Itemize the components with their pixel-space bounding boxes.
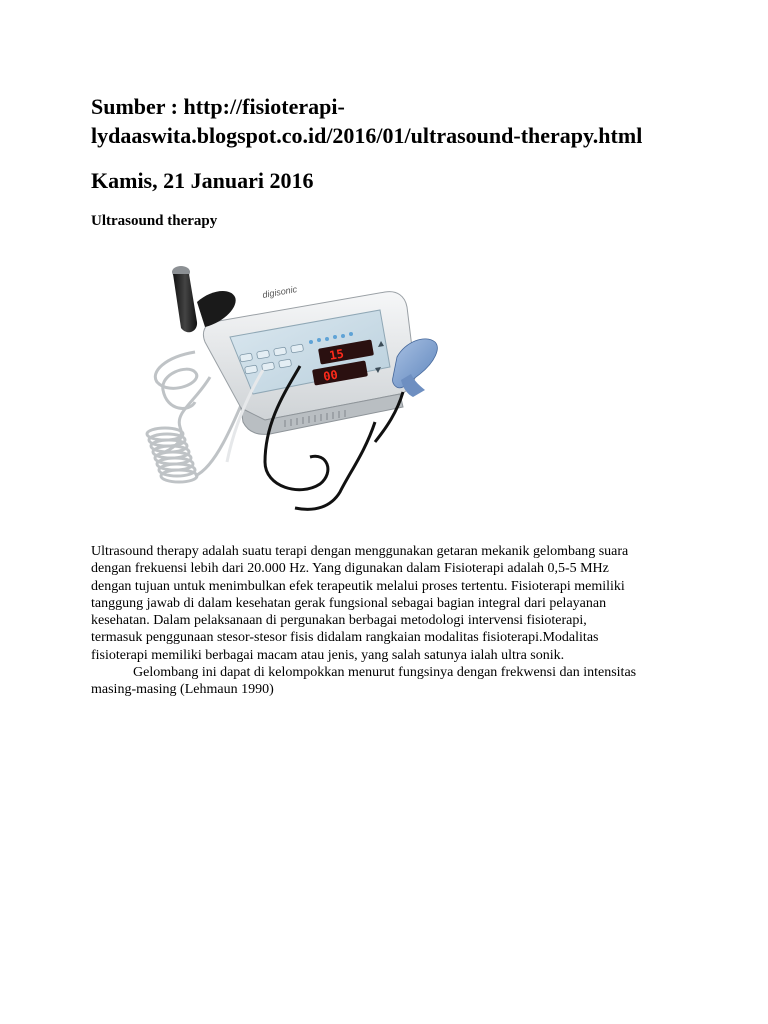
source-line-2: lydaaswita.blogspot.co.id/2016/01/ultrasound-therapy.html <box>91 123 643 148</box>
body-line-7: fisioterapi memiliki berbagai macam atau jenis, yang salah satunya ialah ultra sonik. <box>91 647 565 663</box>
body-line-8: Gelombang ini dapat di kelompokkan menurut fungsinya dengan frekwensi dan intensitas <box>133 665 637 681</box>
body-line-9: masing-masing (Lehmaun 1990) <box>91 682 274 698</box>
body-line-4: tanggung jawab di dalam kesehatan gerak fungsional sebagai bagian integral dari pelayanan <box>91 595 607 611</box>
body-line-6: termasuk penggunaan stesor-stesor fisis didalam rangkaian modalitas fisioterapi.Modalitas <box>91 630 599 646</box>
post-title: Ultrasound therapy <box>91 213 218 229</box>
display-bottom-value: 00 <box>322 367 339 384</box>
date-heading: Kamis, 21 Januari 2016 <box>91 168 314 193</box>
brand-label: digisonic <box>261 284 298 300</box>
body-paragraph <box>91 543 691 699</box>
ultrasound-device-photo <box>135 262 440 527</box>
body-line-3: dengan tujuan untuk menimbulkan efek terapeutik melalui proses tertentu. Fisioterapi memiliki <box>91 578 625 594</box>
body-line-1: Ultrasound therapy adalah suatu terapi dengan menggunakan getaran mekanik gelombang suara <box>91 544 629 559</box>
source-heading <box>91 92 731 150</box>
display-top-value: 15 <box>328 346 345 363</box>
ultrasound-device-illustration <box>135 262 440 527</box>
body-line-2: dengan frekuensi lebih dari 20.000 Hz. Yang digunakan dalam Fisioterapi adalah 0,5-5 MHz <box>91 561 609 577</box>
source-line-1: Sumber : http://fisioterapi- <box>91 94 345 119</box>
body-line-5: kesehatan. Dalam pelaksanaan di pergunakan berbagai metodologi intervensi fisioterapi, <box>91 613 587 629</box>
